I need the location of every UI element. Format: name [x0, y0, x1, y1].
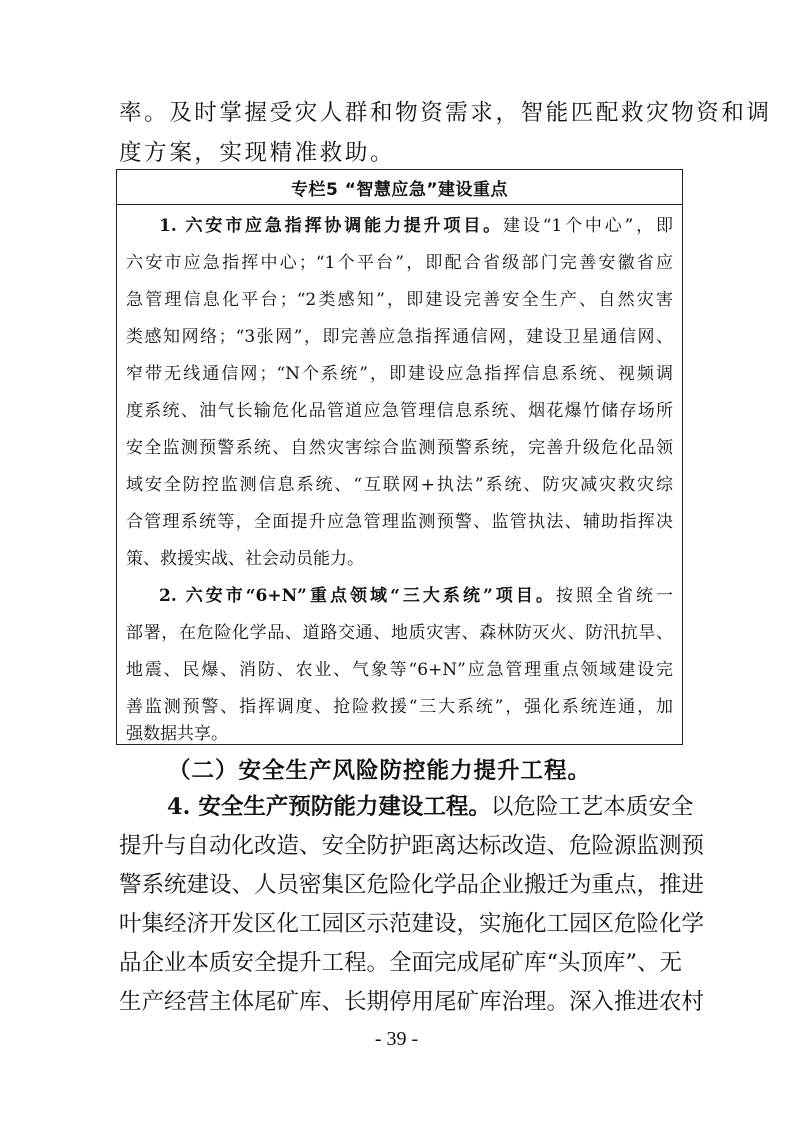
box-item2-line: 善监测预警、指挥调度、抢险救援“三大系统”，强化系统连通，加	[126, 697, 673, 717]
box-item2-line: 强数据共享。	[126, 724, 228, 744]
box-item2-line1-rest: 按照全省统一	[555, 586, 674, 606]
box-item1-line: 类感知网络；“3张网”，即完善应急指挥通信网，建设卫星通信网、	[126, 327, 673, 347]
box-title: 专栏5 “智慧应急”建设重点	[117, 170, 682, 205]
sidebar-box	[116, 169, 683, 745]
para-line1-rest: 以危险工艺本质安全	[490, 794, 694, 820]
box-item1-line: 急管理信息化平台；“2类感知”，即建设完善安全生产、自然灾害	[126, 290, 673, 310]
box-item1-line: 度系统、油气长输危化品管道应急管理信息系统、烟花爆竹储存场所	[126, 401, 673, 421]
box-item1-line: 策、救援实战、社会动员能力。	[126, 549, 364, 569]
box-item1-line: 六安市应急指挥中心；“1个平台”，即配合省级部门完善安徽省应	[126, 253, 673, 273]
para-line: 品企业本质安全提升工程。全面完成尾矿库“头顶库”、无	[119, 950, 683, 976]
intro-line-2: 度方案，实现精准救助。	[119, 140, 396, 166]
section-title: （二）安全生产风险防控能力提升工程。	[168, 758, 592, 784]
box-item1-line: 安全监测预警系统、自然灾害综合监测预警系统，完善升级危化品领	[126, 438, 673, 458]
box-item1-line: 域安全防控监测信息系统、“互联网+执法”系统、防灾减灾救灾综	[126, 475, 673, 495]
box-item2-line	[117, 584, 682, 608]
para-line: 警系统建设、人员密集区危险化学品企业搬迁为重点，推进	[119, 872, 705, 898]
para-line: 叶集经济开发区化工园区示范建设，实施化工园区危险化学	[119, 911, 705, 937]
box-item2-line: 地震、民爆、消防、农业、气象等“6+N”应急管理重点领域建设完	[126, 660, 673, 680]
para-line	[119, 793, 694, 821]
box-item2-line: 部署，在危险化学品、道路交通、地质灾害、森林防灭火、防汛抗旱、	[126, 623, 673, 643]
box-item1-line: 合管理系统等，全面提升应急管理监测预警、监管执法、辅助指挥决	[126, 512, 673, 532]
para-heading: 4. 安全生产预防能力建设工程。	[167, 794, 491, 820]
box-item1-heading: 1. 六安市应急指挥协调能力提升项目。	[159, 216, 504, 236]
box-item1-line1-rest: 建设“1个中心”，即	[503, 216, 673, 236]
box-item1-line	[117, 214, 682, 238]
para-line: 生产经营主体尾矿库、长期停用尾矿库治理。深入推进农村	[119, 989, 705, 1015]
box-item1-line: 窄带无线通信网；“N个系统”，即建设应急指挥信息系统、视频调	[126, 364, 673, 384]
box-item2-heading: 2. 六安市“6+N”重点领域“三大系统”项目。	[159, 586, 556, 606]
para-line: 提升与自动化改造、安全防护距离达标改造、危险源监测预	[119, 833, 705, 859]
intro-line-1: 率。及时掌握受灾人群和物资需求，智能匹配救灾物资和调	[119, 100, 772, 126]
page-number: - 39 -	[374, 1028, 419, 1050]
